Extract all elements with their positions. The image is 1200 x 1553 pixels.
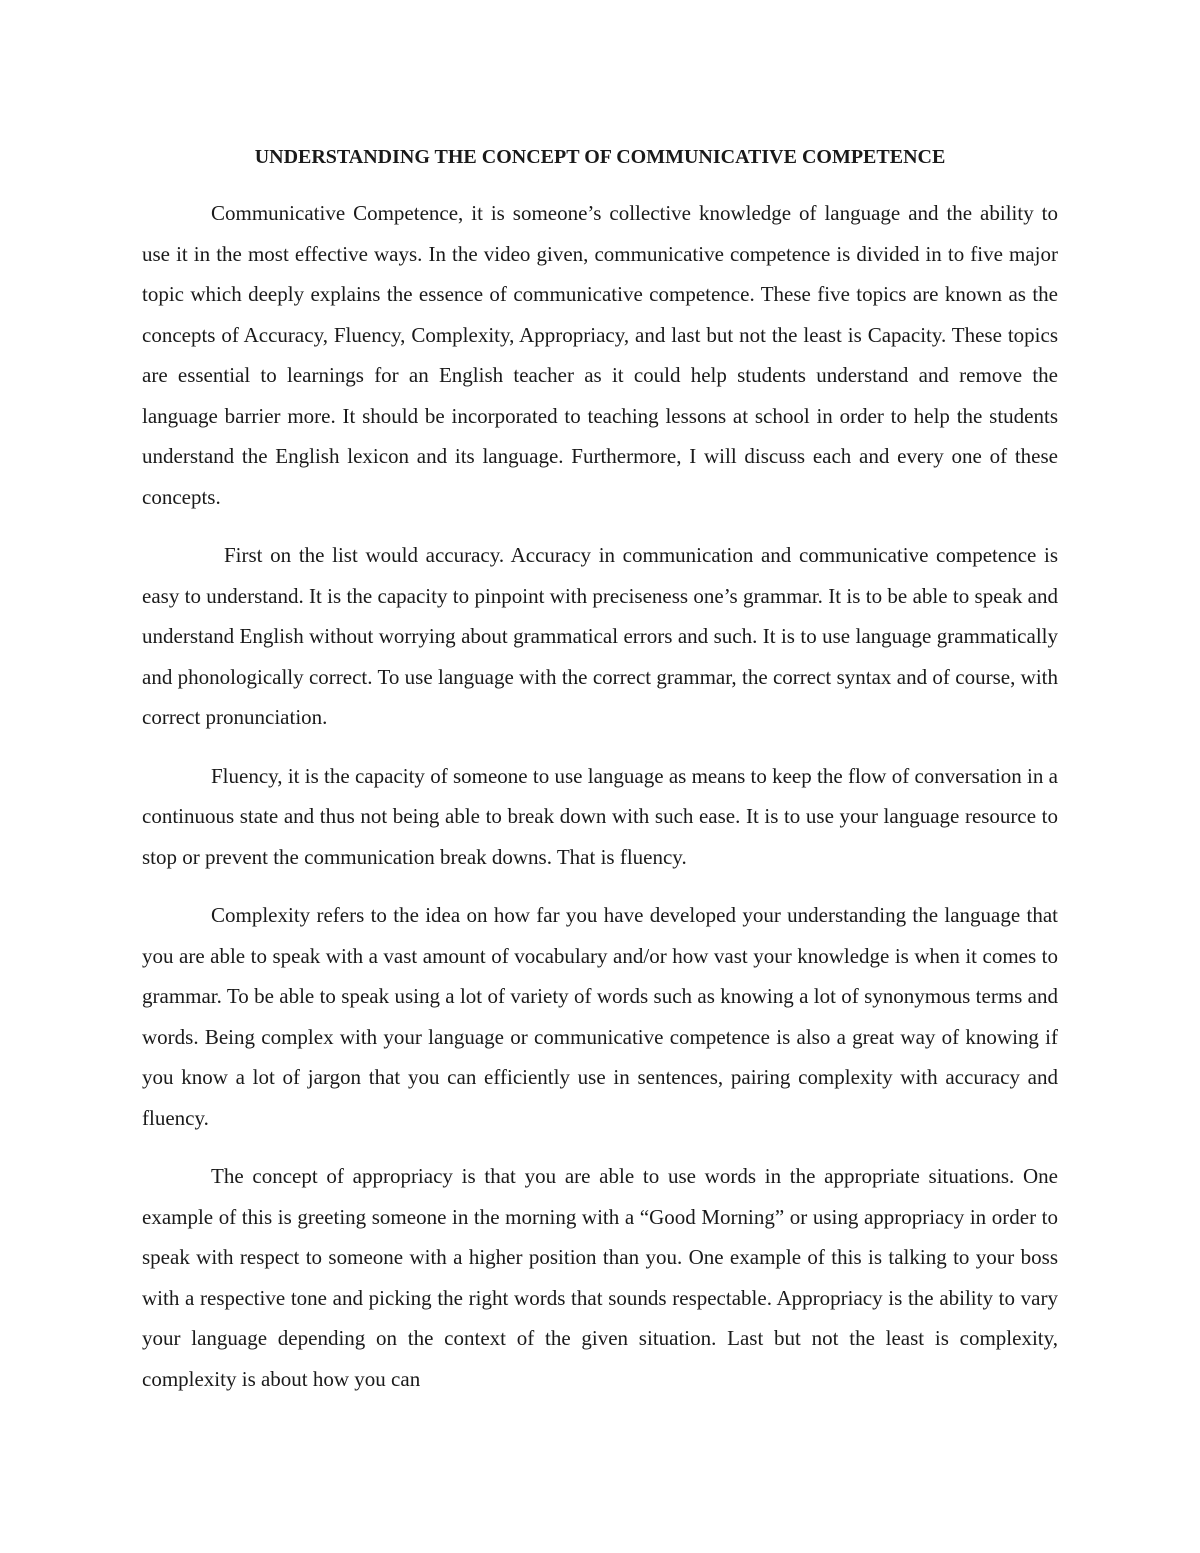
paragraph-complexity: Complexity refers to the idea on how far you have developed your understanding the language that you are able to speak with a vast amount of vocabulary and/or how vast your knowledge is when it comes to grammar. To be able to speak using a lot of variety of words such as knowing a lot of synonymous terms and words. Being complex with your language or communicative competence is also a great way of knowing if you know a lot of jargon that you can efficiently use in sentences, pairing complexity with accuracy and fluency.: [142, 903, 1058, 1130]
paragraph-appropriacy: The concept of appropriacy is that you are able to use words in the appropriate situations. One example of this is greeting someone in the morning with a “Good Morning” or using appropriacy in order to speak with respect to someone with a higher position than you. One example of this is talking to your boss with a respective tone and picking the right words that sounds respectable. Appropriacy is the ability to vary your language depending on the context of the given situation. Last but not the least is complexity, complexity is about how you can: [142, 1164, 1058, 1391]
document-title: UNDERSTANDING THE CONCEPT OF COMMUNICATIVE COMPETENCE: [254, 146, 946, 168]
document-body: [142, 193, 1058, 1417]
paragraph-introduction: Communicative Competence, it is someone’s collective knowledge of language and the ability to use it in the most effective ways. In the video given, communicative competence is divided in to five major topic which deeply explains the essence of communicative competence. These five topics are known as the concepts of Accuracy, Fluency, Complexity, Appropriacy, and last but not the least is Capacity. These topics are essential to learnings for an English teacher as it could help students understand and remove the language barrier more. It should be incorporated to teaching lessons at school in order to help the students understand the English lexicon and its language. Furthermore, I will discuss each and every one of these concepts.: [142, 201, 1058, 509]
paragraph-fluency: Fluency, it is the capacity of someone to use language as means to keep the flow of conversation in a continuous state and thus not being able to break down with such ease. It is to use your language resource to stop or prevent the communication break downs. That is fluency.: [142, 763, 1058, 869]
paragraph-accuracy: First on the list would accuracy. Accuracy in communication and communicative competence is easy to understand. It is the capacity to pinpoint with preciseness one’s grammar. It is to be able to speak and understand English without worrying about grammatical errors and such. It is to use language grammatically and phonologically correct. To use language with the correct grammar, the correct syntax and of course, with correct pronunciation.: [142, 543, 1058, 729]
